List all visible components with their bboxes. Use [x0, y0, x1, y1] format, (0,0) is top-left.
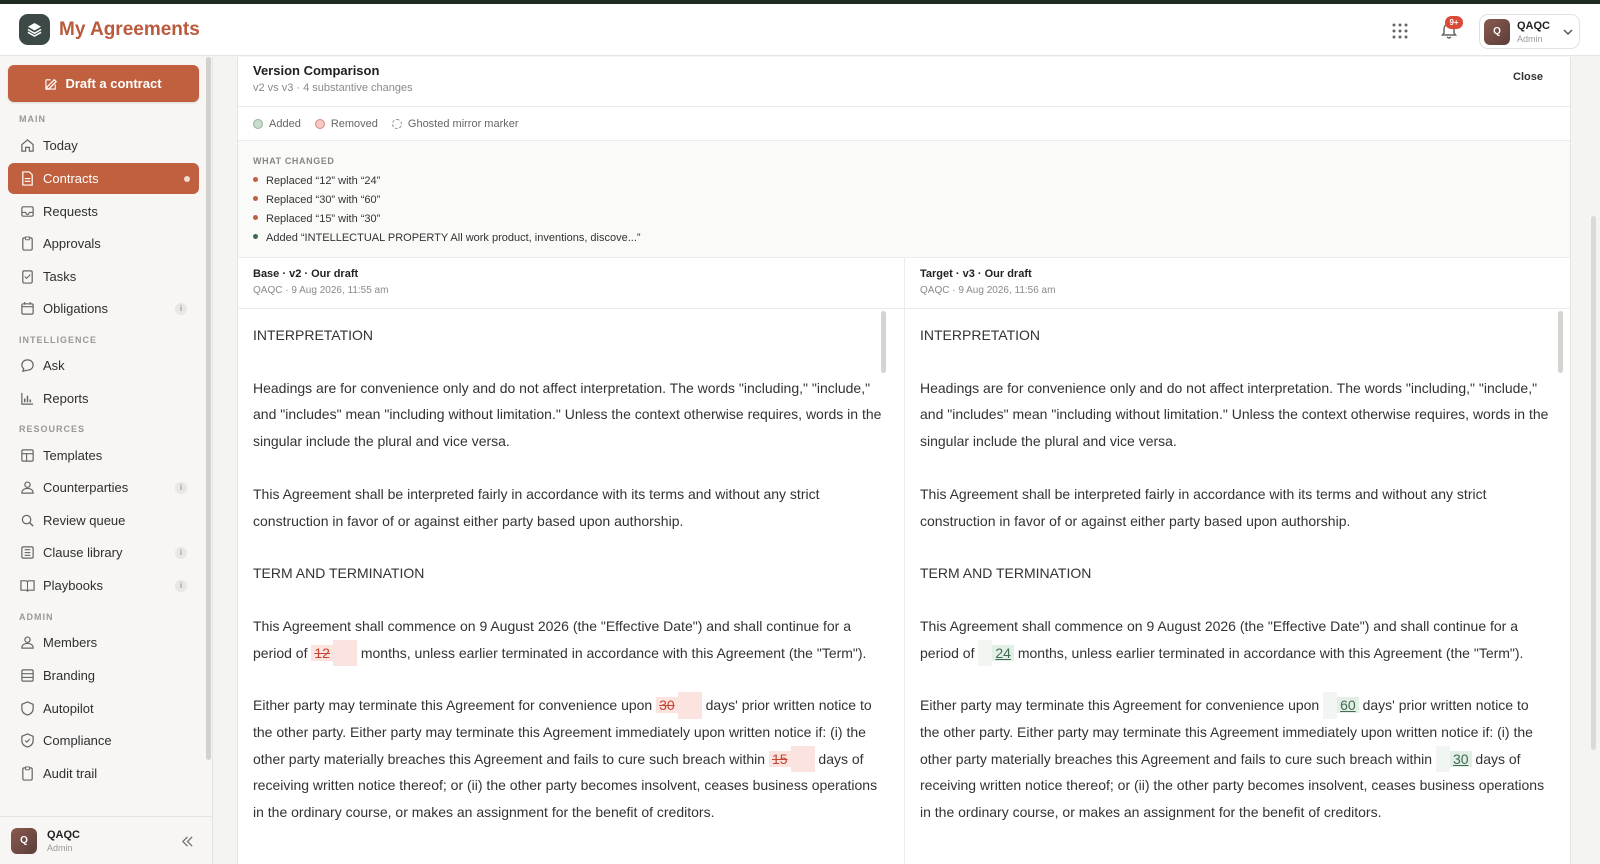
change-text: Replaced “15” with “30”: [266, 213, 381, 225]
change-text: Replaced “30” with “60”: [266, 194, 381, 206]
removed-text[interactable]: 12: [311, 645, 333, 661]
paragraph: Headings are for convenience only and do not affect interpretation. The words "including," "include," and "includes" mean "including without limitation." Unless the context otherwise requires, words in the singular include the plural and vice versa.: [920, 379, 1549, 450]
app-header: [0, 4, 1600, 56]
sidebar-scrollbar[interactable]: [206, 57, 211, 760]
heading-interpretation: INTERPRETATION: [920, 327, 1041, 343]
members-icon: [20, 635, 35, 650]
page-scrollbar[interactable]: [1591, 216, 1596, 750]
avatar[interactable]: Q: [11, 828, 37, 854]
replaced-bullet: [253, 215, 258, 220]
sidebar-item-label: Counterparties: [43, 480, 129, 495]
removed-text[interactable]: 15: [769, 751, 791, 767]
ghost-marker: [978, 640, 992, 667]
what-changed-label: WHAT CHANGED: [253, 156, 335, 166]
paragraph: Headings are for convenience only and do not affect interpretation. The words "including," "include," and "includes" mean "including without limitation." Unless the context otherwise requires, words in the singular include the plural and vice versa.: [253, 379, 882, 450]
text-run: Either party may terminate this Agreement for convenience upon: [253, 697, 657, 714]
shield-check-icon: [20, 733, 35, 748]
paragraph: [920, 613, 1550, 666]
palette-icon: [20, 668, 35, 683]
apps-grid-icon[interactable]: [1392, 23, 1408, 39]
target-document: [905, 309, 1570, 864]
text-run: days of receiving written notice thereof; or (ii) the other party becomes insolvent, ceases business operations in the ordinary course, or makes an assignment for the benefit of creditors.: [920, 750, 1545, 821]
target-title: Target · v3 · Our draft: [920, 268, 1032, 280]
sidebar-item-tasks[interactable]: [8, 261, 199, 292]
sidebar-item-audit-trail[interactable]: [8, 758, 199, 789]
sidebar-item-clause-library[interactable]: [8, 537, 199, 568]
clipboard-icon: [20, 236, 35, 251]
ghost-marker: [791, 746, 815, 773]
sidebar-item-reports[interactable]: [8, 383, 199, 414]
sidebar-item-label: Contracts: [43, 171, 99, 186]
sidebar-item-obligations[interactable]: [8, 293, 199, 324]
change-item[interactable]: [253, 232, 641, 244]
ghost-swatch: [392, 119, 402, 129]
sidebar-item-requests[interactable]: [8, 196, 199, 227]
removed-text[interactable]: 30: [656, 697, 678, 713]
text-run: months, unless earlier terminated in accordance with this Agreement (the "Term").: [356, 644, 867, 661]
footer-user-name: QAQC: [47, 829, 80, 841]
sidebar-item-label: Templates: [43, 448, 103, 463]
text-run: Either party may terminate this Agreement for convenience upon: [920, 697, 1324, 714]
panel-title: Version Comparison: [253, 63, 380, 78]
ghost-marker: [1323, 692, 1337, 719]
checklist-icon: [20, 269, 35, 284]
version-comparison-panel: [237, 57, 1571, 864]
sidebar-item-contracts[interactable]: [8, 163, 199, 194]
sidebar-item-label: Review queue: [43, 513, 126, 528]
bar-chart-icon: [20, 391, 35, 406]
library-icon: [20, 545, 35, 560]
paragraph: This Agreement shall be interpreted fairly in accordance with its terms and without any strict construction in favor of or against either party based upon authorship.: [253, 485, 820, 529]
app-logo[interactable]: [19, 14, 50, 45]
avatar: Q: [1484, 19, 1510, 45]
book-icon: [20, 578, 35, 593]
user-name: QAQC: [1517, 20, 1550, 32]
base-title: Base · v2 · Our draft: [253, 268, 359, 280]
sidebar: [0, 57, 213, 864]
ghost-marker: [1436, 746, 1450, 773]
document-body: [253, 322, 883, 826]
sidebar-item-approvals[interactable]: [8, 228, 199, 259]
inbox-icon: [20, 204, 35, 219]
sidebar-item-label: Requests: [43, 204, 98, 219]
sidebar-item-label: Today: [43, 138, 78, 153]
target-column-header: [905, 258, 1571, 308]
ghost-marker: [678, 692, 702, 719]
user-menu[interactable]: [1479, 14, 1580, 49]
legend-label: Removed: [330, 118, 378, 130]
sidebar-item-label: Approvals: [43, 236, 101, 251]
text-run: This Agreement shall commence on 9 August 2026 (the "Effective Date") and shall continue for a period of: [253, 617, 852, 661]
sidebar-item-label: Branding: [43, 668, 96, 683]
legend-added: [253, 118, 301, 130]
info-badge: i: [175, 482, 187, 494]
document-icon: [20, 171, 35, 186]
info-badge: i: [175, 580, 187, 592]
sidebar-item-review-queue[interactable]: [8, 505, 199, 536]
home-icon: [20, 138, 35, 153]
sidebar-item-ask[interactable]: [8, 350, 199, 381]
sidebar-item-label: Ask: [43, 358, 65, 373]
legend-label: Ghosted mirror marker: [407, 118, 519, 130]
added-text[interactable]: 30: [1450, 751, 1472, 767]
document-body: [920, 322, 1550, 826]
target-scrollbar[interactable]: [1558, 311, 1563, 373]
chevron-down-icon: [1562, 26, 1574, 38]
edit-icon: [45, 77, 58, 90]
sidebar-item-label: Compliance: [43, 733, 112, 748]
base-scrollbar[interactable]: [881, 311, 886, 373]
change-text: Replaced “12” with “24”: [266, 175, 381, 187]
sidebar-item-label: Audit trail: [43, 766, 98, 781]
paragraph: [253, 613, 883, 666]
sidebar-item-label: Clause library: [43, 545, 123, 560]
active-dot: [184, 176, 190, 182]
change-text: Added “INTELLECTUAL PROPERTY All work product, inventions, discove...”: [266, 232, 641, 244]
text-run: days' prior written notice to the other party. Either party may terminate this Agreement immediately upon written notice if: (i) the other party materially breaches this Agreement and fails to cure such breach within: [920, 697, 1533, 767]
people-icon: [20, 480, 35, 495]
heading-term-termination: TERM AND TERMINATION: [920, 565, 1092, 582]
close-button[interactable]: Close: [1513, 71, 1543, 83]
sidebar-item-autopilot[interactable]: [8, 693, 199, 724]
draft-contract-label: Draft a contract: [65, 76, 162, 91]
added-text[interactable]: 24: [992, 645, 1014, 661]
sidebar-item-today[interactable]: [8, 130, 199, 161]
info-badge: i: [175, 303, 187, 315]
paragraph: [253, 692, 883, 826]
legend-label: Added: [269, 118, 301, 130]
text-run: days of receiving written notice thereof; or (ii) the other party becomes insolvent, ceases business operations in the ordinary course, or makes an assignment for the benefit of creditors.: [253, 750, 878, 821]
target-meta: QAQC · 9 Aug 2026, 11:56 am: [920, 285, 1056, 296]
divider: [238, 106, 1570, 107]
heading-interpretation: INTERPRETATION: [253, 327, 374, 343]
text-run: days' prior written notice to the other party. Either party may terminate this Agreement immediately upon written notice if: (i) the other party materially breaches this Agreement and fails to cure such breach within: [253, 697, 872, 767]
change-item[interactable]: [253, 213, 380, 225]
layers-icon: [27, 22, 42, 37]
sidebar-item-templates[interactable]: [8, 440, 199, 471]
base-document: [238, 309, 903, 864]
legend-ghost: [392, 118, 519, 130]
ghost-marker: [333, 640, 357, 667]
paragraph: [920, 692, 1550, 826]
sidebar-item-members[interactable]: [8, 627, 199, 658]
sidebar-item-label: Reports: [43, 391, 89, 406]
legend-removed: [315, 118, 378, 130]
section-main: MAIN: [19, 114, 46, 124]
sidebar-item-label: Members: [43, 635, 98, 650]
chat-icon: [20, 358, 35, 373]
sidebar-item-label: Playbooks: [43, 578, 103, 593]
shield-icon: [20, 701, 35, 716]
base-meta: QAQC · 9 Aug 2026, 11:55 am: [253, 285, 389, 296]
notification-badge: 9+: [1445, 16, 1463, 29]
paragraph: This Agreement shall be interpreted fairly in accordance with its terms and without any strict construction in favor of or against either party based upon authorship.: [920, 485, 1487, 529]
sidebar-item-branding[interactable]: [8, 660, 199, 691]
replaced-bullet: [253, 196, 258, 201]
text-run: months, unless earlier terminated in accordance with this Agreement (the "Term").: [1013, 644, 1524, 661]
sidebar-item-label: Obligations: [43, 301, 109, 316]
base-column-header: [238, 258, 904, 308]
section-resources: RESOURCES: [19, 424, 86, 434]
text-run: This Agreement shall commence on 9 August 2026 (the "Effective Date") and shall continue for a period of: [920, 617, 1519, 661]
calendar-icon: [20, 301, 35, 316]
added-bullet: [253, 234, 258, 239]
change-item[interactable]: [253, 194, 380, 206]
replaced-bullet: [253, 177, 258, 182]
sidebar-item-compliance[interactable]: [8, 725, 199, 756]
app-title: My Agreements: [59, 19, 200, 40]
template-icon: [20, 448, 35, 463]
sidebar-item-playbooks[interactable]: [8, 570, 199, 601]
heading-term-termination: TERM AND TERMINATION: [253, 565, 425, 582]
clipboard-list-icon: [20, 766, 35, 781]
footer-user-role: Admin: [47, 843, 73, 853]
info-badge: i: [175, 547, 187, 559]
section-admin: ADMIN: [19, 612, 54, 622]
sidebar-item-counterparties[interactable]: [8, 472, 199, 503]
change-item[interactable]: [253, 175, 380, 187]
removed-swatch: [315, 119, 325, 129]
added-text[interactable]: 60: [1337, 697, 1359, 713]
draft-contract-button[interactable]: [8, 65, 199, 102]
sidebar-item-label: Tasks: [43, 269, 77, 284]
collapse-sidebar-icon[interactable]: [181, 835, 194, 848]
magnifier-icon: [20, 513, 35, 528]
what-changed-section: [238, 141, 1570, 258]
section-intelligence: INTELLIGENCE: [19, 335, 98, 345]
legend: [253, 118, 533, 130]
sidebar-footer: [0, 816, 212, 864]
added-swatch: [253, 119, 263, 129]
sidebar-item-label: Autopilot: [43, 701, 94, 716]
user-role: Admin: [1517, 34, 1543, 44]
panel-subtitle: v2 vs v3 · 4 substantive changes: [253, 82, 413, 94]
